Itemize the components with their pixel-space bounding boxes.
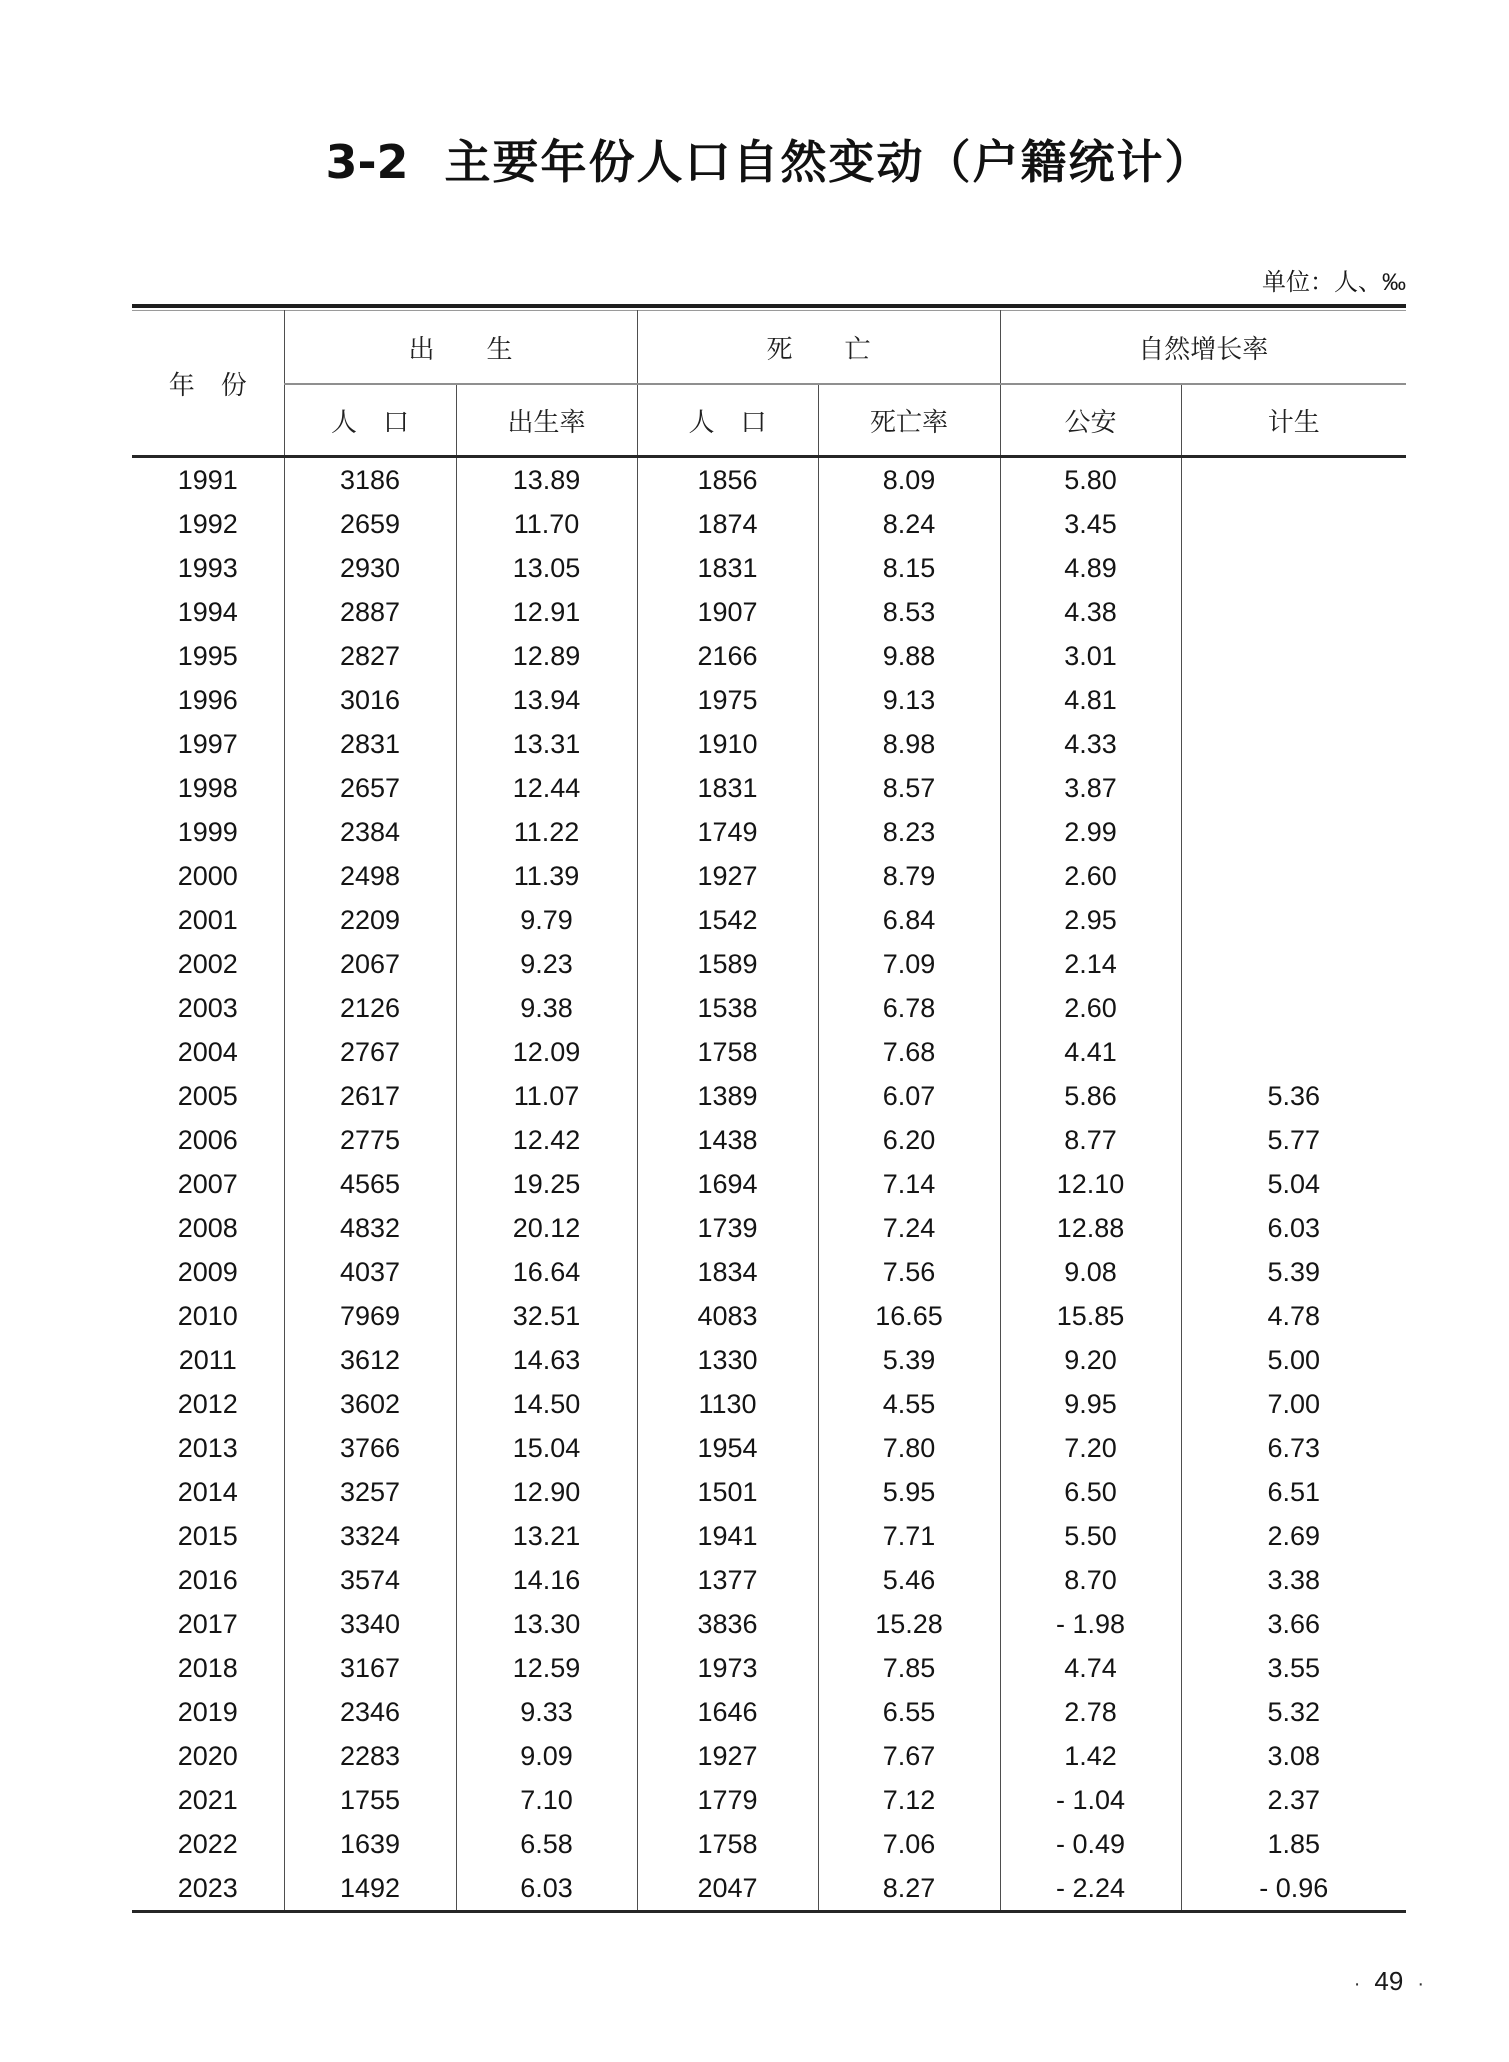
cell-growth-rate-family-planning: 1.85 [1181, 1822, 1406, 1866]
cell-birth-rate: 20.12 [456, 1206, 637, 1250]
table-row [132, 1646, 1406, 1690]
cell-death-population: 1907 [637, 590, 818, 634]
cell-year: 1995 [177, 640, 238, 671]
col-group-birth: 出 生 [284, 311, 637, 385]
cell-growth-rate-family-planning [1181, 722, 1406, 766]
cell-growth-rate-family-planning: - 0.96 [1181, 1866, 1406, 1912]
footer-left-dot: · [1353, 1973, 1361, 1995]
page-title [132, 126, 1406, 192]
cell-growth-rate-police: - 0.49 [1000, 1822, 1181, 1866]
cell-birth-rate: 15.04 [456, 1426, 637, 1470]
col-header-growth-police: 公安 [1000, 384, 1181, 457]
cell-growth-rate-family-planning: 5.39 [1181, 1250, 1406, 1294]
cell-birth-rate: 14.63 [456, 1338, 637, 1382]
cell-growth-rate-police: 5.86 [1000, 1074, 1181, 1118]
cell-death-rate: 8.23 [818, 810, 1000, 854]
cell-death-population: 1856 [637, 457, 818, 503]
cell-year: 2003 [177, 992, 238, 1023]
cell-death-population: 1739 [637, 1206, 818, 1250]
table-row [132, 1690, 1406, 1734]
cell-year: 2021 [177, 1784, 238, 1815]
cell-death-rate: 7.06 [818, 1822, 1000, 1866]
col-header-death-rate: 死亡率 [818, 384, 1000, 457]
cell-year: 2008 [177, 1212, 238, 1243]
cell-growth-rate-police: 2.60 [1000, 986, 1181, 1030]
cell-birth-population: 2657 [284, 766, 456, 810]
cell-death-rate: 8.09 [818, 457, 1000, 503]
cell-year: 2001 [177, 904, 238, 935]
cell-growth-rate-police: 9.95 [1000, 1382, 1181, 1426]
cell-growth-rate-family-planning [1181, 678, 1406, 722]
cell-growth-rate-police: 5.50 [1000, 1514, 1181, 1558]
cell-growth-rate-police: 9.20 [1000, 1338, 1181, 1382]
cell-death-population: 1501 [637, 1470, 818, 1514]
cell-birth-population: 4565 [284, 1162, 456, 1206]
cell-growth-rate-police: 15.85 [1000, 1294, 1181, 1338]
table-container [132, 304, 1406, 1913]
cell-growth-rate-police: 6.50 [1000, 1470, 1181, 1514]
cell-year: 2019 [177, 1696, 238, 1727]
cell-death-population: 1330 [637, 1338, 818, 1382]
cell-growth-rate-police: 12.88 [1000, 1206, 1181, 1250]
cell-year: 2005 [177, 1080, 238, 1111]
table-row [132, 854, 1406, 898]
table-row [132, 1866, 1406, 1912]
table-row [132, 1382, 1406, 1426]
table-row [132, 590, 1406, 634]
table-row [132, 502, 1406, 546]
table-row [132, 898, 1406, 942]
cell-death-rate: 7.80 [818, 1426, 1000, 1470]
cell-birth-population: 2617 [284, 1074, 456, 1118]
cell-birth-population: 2209 [284, 898, 456, 942]
cell-death-rate: 4.55 [818, 1382, 1000, 1426]
cell-death-population: 1927 [637, 854, 818, 898]
cell-growth-rate-police: - 1.04 [1000, 1778, 1181, 1822]
cell-birth-rate: 9.79 [456, 898, 637, 942]
cell-birth-population: 4832 [284, 1206, 456, 1250]
cell-death-rate: 7.09 [818, 942, 1000, 986]
cell-death-rate: 8.15 [818, 546, 1000, 590]
cell-birth-population: 3766 [284, 1426, 456, 1470]
cell-growth-rate-family-planning: 4.78 [1181, 1294, 1406, 1338]
table-row [132, 1162, 1406, 1206]
table-row [132, 1294, 1406, 1338]
cell-growth-rate-family-planning [1181, 590, 1406, 634]
cell-year: 1992 [177, 508, 238, 539]
table-row [132, 1030, 1406, 1074]
page-number: 49 [1374, 1966, 1404, 1996]
cell-growth-rate-police: 4.38 [1000, 590, 1181, 634]
cell-year: 2017 [177, 1608, 238, 1639]
cell-birth-population: 2827 [284, 634, 456, 678]
cell-growth-rate-police: - 1.98 [1000, 1602, 1181, 1646]
cell-birth-population: 1755 [284, 1778, 456, 1822]
cell-birth-rate: 9.33 [456, 1690, 637, 1734]
cell-birth-rate: 11.22 [456, 810, 637, 854]
table-row [132, 1470, 1406, 1514]
cell-death-population: 1646 [637, 1690, 818, 1734]
col-header-death-population: 人 口 [637, 384, 818, 457]
cell-year: 1998 [177, 772, 238, 803]
cell-year: 2020 [177, 1740, 238, 1771]
population-change-table [132, 310, 1406, 1913]
cell-death-rate: 9.13 [818, 678, 1000, 722]
cell-growth-rate-police: 2.95 [1000, 898, 1181, 942]
cell-birth-population: 3167 [284, 1646, 456, 1690]
cell-growth-rate-family-planning: 5.32 [1181, 1690, 1406, 1734]
cell-death-population: 1538 [637, 986, 818, 1030]
cell-death-population: 1973 [637, 1646, 818, 1690]
col-header-year: 年 份 [132, 311, 284, 457]
cell-death-population: 1758 [637, 1822, 818, 1866]
cell-death-population: 1831 [637, 766, 818, 810]
cell-growth-rate-police: - 2.24 [1000, 1866, 1181, 1912]
header-group-row [132, 311, 1406, 385]
col-group-natural-growth-rate: 自然增长率 [1000, 311, 1406, 385]
cell-birth-rate: 13.05 [456, 546, 637, 590]
cell-death-rate: 15.28 [818, 1602, 1000, 1646]
table-row [132, 457, 1406, 503]
cell-growth-rate-police: 7.20 [1000, 1426, 1181, 1470]
cell-growth-rate-family-planning: 3.38 [1181, 1558, 1406, 1602]
cell-growth-rate-family-planning: 2.37 [1181, 1778, 1406, 1822]
cell-birth-population: 1639 [284, 1822, 456, 1866]
cell-death-rate: 5.46 [818, 1558, 1000, 1602]
table-row [132, 1558, 1406, 1602]
cell-birth-population: 2767 [284, 1030, 456, 1074]
cell-birth-rate: 12.90 [456, 1470, 637, 1514]
cell-growth-rate-family-planning: 3.55 [1181, 1646, 1406, 1690]
cell-growth-rate-family-planning: 2.69 [1181, 1514, 1406, 1558]
table-row [132, 810, 1406, 854]
cell-death-population: 1954 [637, 1426, 818, 1470]
cell-growth-rate-police: 5.80 [1000, 457, 1181, 503]
cell-birth-rate: 11.70 [456, 502, 637, 546]
cell-birth-rate: 12.44 [456, 766, 637, 810]
table-title-text: 主要年份人口自然变动（户籍统计） [444, 136, 1213, 188]
cell-growth-rate-family-planning [1181, 942, 1406, 986]
cell-death-population: 1438 [637, 1118, 818, 1162]
cell-year: 1993 [177, 552, 238, 583]
cell-year: 2010 [177, 1300, 238, 1331]
cell-birth-population: 3257 [284, 1470, 456, 1514]
cell-birth-population: 2384 [284, 810, 456, 854]
cell-birth-rate: 14.16 [456, 1558, 637, 1602]
cell-birth-rate: 13.21 [456, 1514, 637, 1558]
cell-birth-rate: 12.89 [456, 634, 637, 678]
col-header-growth-family-planning: 计生 [1181, 384, 1406, 457]
cell-death-population: 1874 [637, 502, 818, 546]
cell-death-rate: 7.68 [818, 1030, 1000, 1074]
cell-birth-rate: 7.10 [456, 1778, 637, 1822]
cell-growth-rate-police: 3.01 [1000, 634, 1181, 678]
cell-growth-rate-police: 3.45 [1000, 502, 1181, 546]
cell-growth-rate-family-planning: 3.66 [1181, 1602, 1406, 1646]
table-number: 3-2 [325, 135, 409, 189]
cell-birth-rate: 9.38 [456, 986, 637, 1030]
cell-birth-rate: 12.59 [456, 1646, 637, 1690]
cell-growth-rate-family-planning [1181, 898, 1406, 942]
table-row [132, 634, 1406, 678]
cell-death-population: 1377 [637, 1558, 818, 1602]
cell-birth-rate: 12.42 [456, 1118, 637, 1162]
cell-growth-rate-police: 8.70 [1000, 1558, 1181, 1602]
table-row [132, 1250, 1406, 1294]
cell-death-population: 1975 [637, 678, 818, 722]
cell-year: 2002 [177, 948, 238, 979]
cell-growth-rate-family-planning [1181, 766, 1406, 810]
cell-growth-rate-family-planning: 7.00 [1181, 1382, 1406, 1426]
cell-growth-rate-family-planning [1181, 457, 1406, 503]
cell-birth-population: 2930 [284, 546, 456, 590]
cell-year: 2013 [177, 1432, 238, 1463]
page-footer [132, 1966, 1424, 1997]
cell-death-population: 1542 [637, 898, 818, 942]
cell-growth-rate-police: 4.89 [1000, 546, 1181, 590]
table-row [132, 546, 1406, 590]
cell-year: 2023 [177, 1872, 238, 1903]
cell-death-population: 1130 [637, 1382, 818, 1426]
cell-birth-population: 2887 [284, 590, 456, 634]
cell-year: 2006 [177, 1124, 238, 1155]
table-row [132, 1206, 1406, 1250]
cell-growth-rate-police: 2.60 [1000, 854, 1181, 898]
cell-growth-rate-family-planning: 5.00 [1181, 1338, 1406, 1382]
cell-year: 2015 [177, 1520, 238, 1551]
table-row [132, 678, 1406, 722]
table-row [132, 1074, 1406, 1118]
cell-death-rate: 6.07 [818, 1074, 1000, 1118]
cell-growth-rate-police: 4.33 [1000, 722, 1181, 766]
table-row [132, 1778, 1406, 1822]
table-row [132, 1822, 1406, 1866]
cell-growth-rate-police: 12.10 [1000, 1162, 1181, 1206]
cell-death-rate: 6.84 [818, 898, 1000, 942]
cell-growth-rate-family-planning [1181, 1030, 1406, 1074]
cell-growth-rate-police: 2.99 [1000, 810, 1181, 854]
cell-year: 1991 [177, 464, 238, 495]
cell-death-rate: 7.24 [818, 1206, 1000, 1250]
cell-growth-rate-police: 2.78 [1000, 1690, 1181, 1734]
cell-year: 2012 [177, 1388, 238, 1419]
cell-birth-population: 2346 [284, 1690, 456, 1734]
cell-birth-population: 2067 [284, 942, 456, 986]
cell-growth-rate-family-planning [1181, 546, 1406, 590]
cell-death-rate: 6.78 [818, 986, 1000, 1030]
col-header-birth-rate: 出生率 [456, 384, 637, 457]
cell-growth-rate-family-planning: 5.04 [1181, 1162, 1406, 1206]
cell-growth-rate-family-planning: 5.36 [1181, 1074, 1406, 1118]
table-header [132, 311, 1406, 457]
cell-birth-population: 3602 [284, 1382, 456, 1426]
cell-birth-population: 3016 [284, 678, 456, 722]
cell-death-population: 1758 [637, 1030, 818, 1074]
cell-death-population: 1749 [637, 810, 818, 854]
cell-birth-rate: 13.94 [456, 678, 637, 722]
table-row [132, 1514, 1406, 1558]
cell-growth-rate-police: 4.74 [1000, 1646, 1181, 1690]
table-row [132, 1602, 1406, 1646]
table-row [132, 1118, 1406, 1162]
cell-death-population: 1694 [637, 1162, 818, 1206]
cell-death-rate: 8.98 [818, 722, 1000, 766]
table-row [132, 722, 1406, 766]
cell-death-rate: 8.79 [818, 854, 1000, 898]
unit-note: 单位：人、‰ [1262, 269, 1406, 296]
cell-birth-population: 2775 [284, 1118, 456, 1162]
cell-year: 1997 [177, 728, 238, 759]
cell-death-rate: 7.71 [818, 1514, 1000, 1558]
cell-growth-rate-family-planning [1181, 634, 1406, 678]
cell-death-rate: 7.85 [818, 1646, 1000, 1690]
col-header-birth-population: 人 口 [284, 384, 456, 457]
cell-death-rate: 5.39 [818, 1338, 1000, 1382]
cell-birth-rate: 13.30 [456, 1602, 637, 1646]
cell-death-rate: 6.55 [818, 1690, 1000, 1734]
cell-year: 2009 [177, 1256, 238, 1287]
cell-growth-rate-police: 4.81 [1000, 678, 1181, 722]
cell-birth-rate: 12.09 [456, 1030, 637, 1074]
cell-birth-population: 2126 [284, 986, 456, 1030]
cell-death-population: 1389 [637, 1074, 818, 1118]
cell-birth-population: 2283 [284, 1734, 456, 1778]
cell-birth-rate: 13.89 [456, 457, 637, 503]
cell-death-rate: 6.20 [818, 1118, 1000, 1162]
cell-death-population: 4083 [637, 1294, 818, 1338]
cell-growth-rate-police: 1.42 [1000, 1734, 1181, 1778]
cell-death-population: 1927 [637, 1734, 818, 1778]
cell-birth-population: 2659 [284, 502, 456, 546]
cell-growth-rate-police: 4.41 [1000, 1030, 1181, 1074]
cell-death-rate: 7.56 [818, 1250, 1000, 1294]
cell-birth-rate: 16.64 [456, 1250, 637, 1294]
table-row [132, 766, 1406, 810]
cell-growth-rate-police: 8.77 [1000, 1118, 1181, 1162]
cell-year: 2022 [177, 1828, 238, 1859]
cell-growth-rate-family-planning [1181, 810, 1406, 854]
cell-birth-rate: 11.07 [456, 1074, 637, 1118]
cell-growth-rate-police: 3.87 [1000, 766, 1181, 810]
cell-year: 2016 [177, 1564, 238, 1595]
cell-death-rate: 7.67 [818, 1734, 1000, 1778]
cell-death-rate: 16.65 [818, 1294, 1000, 1338]
cell-growth-rate-family-planning [1181, 502, 1406, 546]
table-body [132, 457, 1406, 1912]
cell-birth-rate: 13.31 [456, 722, 637, 766]
cell-death-population: 2166 [637, 634, 818, 678]
cell-year: 1999 [177, 816, 238, 847]
cell-birth-rate: 12.91 [456, 590, 637, 634]
table-row [132, 1426, 1406, 1470]
cell-death-rate: 9.88 [818, 634, 1000, 678]
cell-growth-rate-family-planning [1181, 986, 1406, 1030]
cell-growth-rate-police: 2.14 [1000, 942, 1181, 986]
cell-death-rate: 8.24 [818, 502, 1000, 546]
cell-birth-population: 1492 [284, 1866, 456, 1912]
cell-death-rate: 8.27 [818, 1866, 1000, 1912]
cell-growth-rate-family-planning: 6.03 [1181, 1206, 1406, 1250]
col-group-death: 死 亡 [637, 311, 1000, 385]
cell-death-population: 1831 [637, 546, 818, 590]
cell-death-rate: 7.14 [818, 1162, 1000, 1206]
cell-birth-rate: 9.09 [456, 1734, 637, 1778]
cell-death-population: 1910 [637, 722, 818, 766]
cell-year: 2014 [177, 1476, 238, 1507]
cell-death-rate: 7.12 [818, 1778, 1000, 1822]
cell-death-population: 1941 [637, 1514, 818, 1558]
cell-death-rate: 8.53 [818, 590, 1000, 634]
table-row [132, 942, 1406, 986]
cell-year: 2007 [177, 1168, 238, 1199]
cell-birth-rate: 32.51 [456, 1294, 637, 1338]
cell-birth-rate: 9.23 [456, 942, 637, 986]
cell-birth-rate: 11.39 [456, 854, 637, 898]
cell-birth-population: 3574 [284, 1558, 456, 1602]
cell-death-population: 2047 [637, 1866, 818, 1912]
cell-year: 2011 [178, 1344, 237, 1375]
cell-year: 2000 [177, 860, 238, 891]
cell-birth-population: 2498 [284, 854, 456, 898]
cell-death-population: 1834 [637, 1250, 818, 1294]
cell-birth-population: 3340 [284, 1602, 456, 1646]
table-row [132, 986, 1406, 1030]
cell-birth-rate: 14.50 [456, 1382, 637, 1426]
cell-birth-population: 3186 [284, 457, 456, 503]
cell-death-rate: 8.57 [818, 766, 1000, 810]
cell-death-rate: 5.95 [818, 1470, 1000, 1514]
cell-year: 2004 [177, 1036, 238, 1067]
cell-growth-rate-family-planning: 6.73 [1181, 1426, 1406, 1470]
cell-birth-population: 7969 [284, 1294, 456, 1338]
cell-birth-rate: 19.25 [456, 1162, 637, 1206]
cell-birth-population: 4037 [284, 1250, 456, 1294]
cell-death-population: 1779 [637, 1778, 818, 1822]
footer-right-dot: · [1417, 1973, 1424, 1995]
cell-birth-rate: 6.03 [456, 1866, 637, 1912]
cell-year: 1996 [177, 684, 238, 715]
cell-year: 1994 [177, 596, 238, 627]
cell-death-population: 3836 [637, 1602, 818, 1646]
cell-birth-population: 2831 [284, 722, 456, 766]
cell-birth-rate: 6.58 [456, 1822, 637, 1866]
cell-growth-rate-family-planning: 5.77 [1181, 1118, 1406, 1162]
cell-year: 2018 [177, 1652, 238, 1683]
table-row [132, 1734, 1406, 1778]
cell-birth-population: 3612 [284, 1338, 456, 1382]
cell-growth-rate-family-planning: 6.51 [1181, 1470, 1406, 1514]
cell-growth-rate-family-planning: 3.08 [1181, 1734, 1406, 1778]
cell-growth-rate-police: 9.08 [1000, 1250, 1181, 1294]
cell-death-population: 1589 [637, 942, 818, 986]
table-row [132, 1338, 1406, 1382]
header-sub-row [132, 384, 1406, 457]
cell-growth-rate-family-planning [1181, 854, 1406, 898]
cell-birth-population: 3324 [284, 1514, 456, 1558]
